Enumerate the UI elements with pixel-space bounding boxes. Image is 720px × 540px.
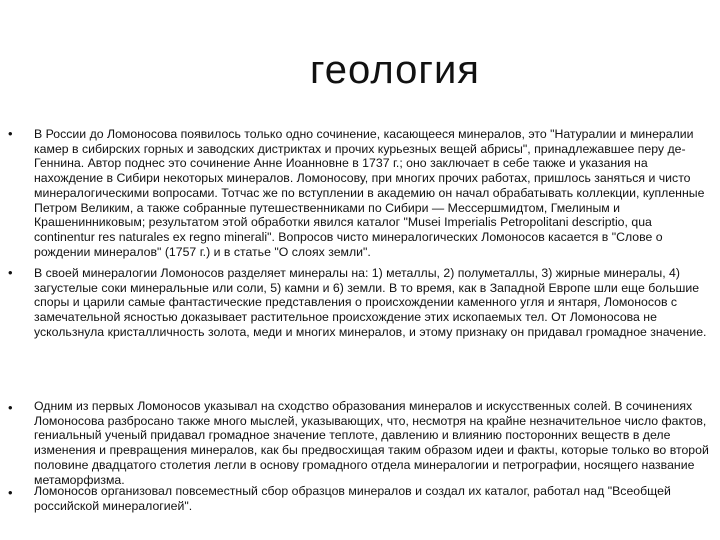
bullet-text: В России до Ломоносова появилось только одно сочинение, касающееся минералов, это "Натуралии и минералии камер в сибирских горных и заводских дистриктах и прочих курьезных вещей абрисы", принадлежавшее перу де-Геннина. Автор поднес это сочинение Анне Иоанновне в 1737 г.; оно заключает в себе также и указания на нахождение в Сибири некоторых минералов. Ломоносову, при многих прочих работах, пришлось заняться и чисто минералогическими вопросами. Тотчас же по вступлении в академию он начал обрабатывать коллекции, купленные Петром Великим, а также собранные путешественниками по Сибири — Мессершмидтом, Гмелиным и Крашенинниковым; результатом этой обработки явился каталог "Musei Imperialis Petropolitani descriptio, qua continentur res naturales ex regno minerali". Вопросов чисто минералогических Ломоносов касается в "Слове о рождении минералов" (1757 г.) и в статье "О слоях земли". xyxy=(34,127,705,259)
bullet-text: В своей минералогии Ломоносов разделяет минералы на: 1) металлы, 2) полуметаллы, 3) жирные минералы, 4) загустелые соки минеральные или соли, 5) камни и 6) земли. В то время, как в Западной Европе шли еще большие споры и царили самые фантастические представления о происхождении каменного угля и янтаря, Ломоносов с замечательной ясностью доказывает растительное происхождение этих ископаемых тел. От Ломоносова не ускользнула кристалличность золота, меди и многих минералов, и этому признаку он придавал громадное значение. xyxy=(34,266,707,339)
bullet-icon: • xyxy=(8,126,13,141)
bullet-text: Ломоносов организовал повсеместный сбор образцов минералов и создал их каталог, работал над "Всеобщей российской минералогией". xyxy=(34,484,671,513)
bullet-icon: • xyxy=(8,400,13,415)
slide-title: геология xyxy=(310,48,480,92)
bullet-text: Одним из первых Ломоносов указывал на сходство образования минералов и искусственных солей. В сочинениях Ломоносова разбросано также много мыслей, указывающих, что, несмотря на крайне незначительное число фактов, гениальный ученый придавал громадное значение теплоте, давлению и влиянию посторонних веществ в деле изменения и превращения минералов, как бы предвосхищая таким образом идеи и факты, которые только во второй половине двадцатого столетия легли в основу громадного отдела минералогии и петрографии, носящего название метаморфизма. xyxy=(34,399,709,487)
bullet-icon: • xyxy=(8,265,13,280)
bullet-icon: • xyxy=(8,485,13,500)
